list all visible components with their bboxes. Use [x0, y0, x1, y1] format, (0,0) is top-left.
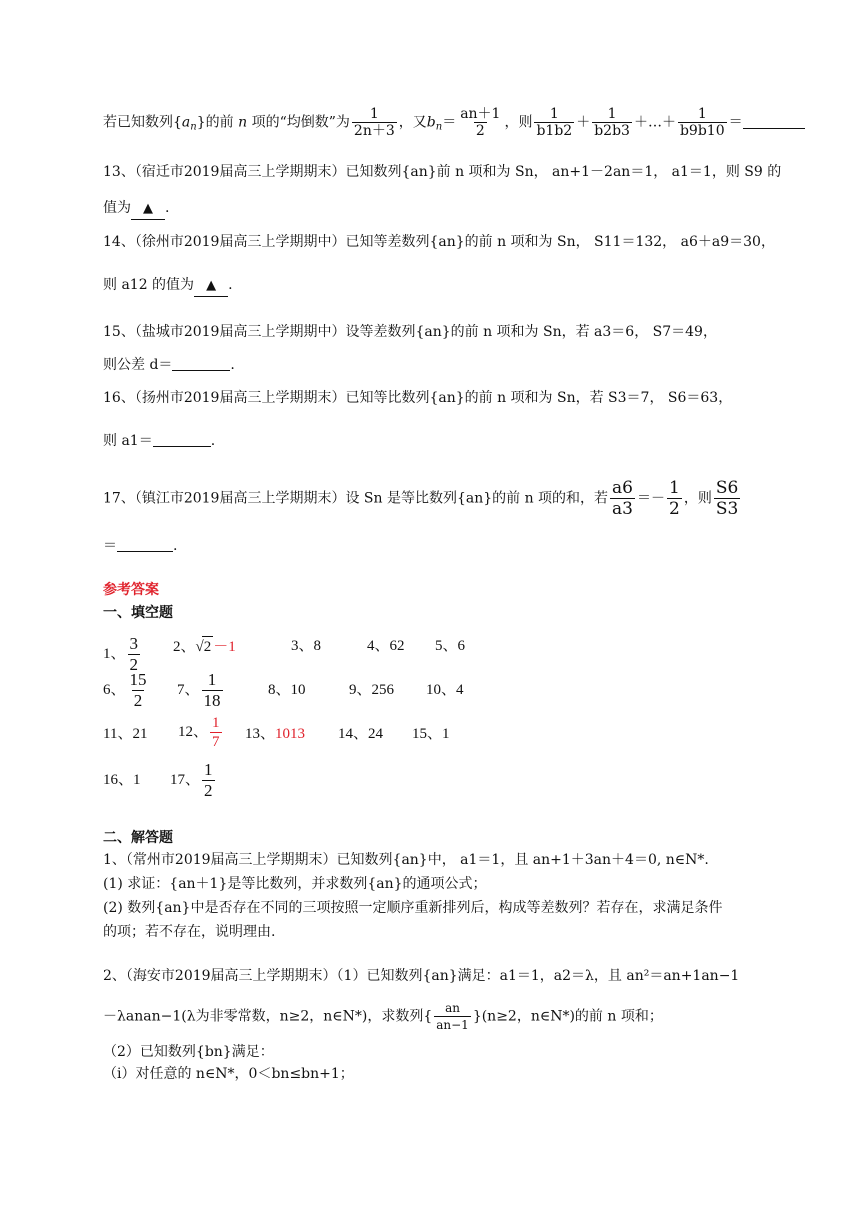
answer-14: 14、24	[338, 726, 384, 742]
fraction-a6-over-a3: $\frac{a6}{a3}$	[612, 478, 633, 519]
triangle-blank: ▲	[131, 199, 165, 220]
answer-2: 2、√2 －1	[173, 636, 236, 657]
q14-line1: 14、（徐州市2019届高三上学期期中）已知等差数列{an}的前 n 项和为 Sn， S11＝132， a6＋a9＝30，	[103, 234, 775, 250]
q17-line2: ＝ .	[103, 538, 178, 554]
problem1-line2: (1) 求证：{an＋1}是等比数列，并求数列{an}的通项公式；	[103, 876, 487, 892]
answer-blank	[172, 356, 230, 371]
fraction-s6-over-s3: $\frac{S6}{S3}$	[715, 478, 739, 519]
answer-8: 8、10	[268, 682, 306, 698]
section2-title: 二、解答题	[103, 830, 173, 846]
fraction-an-over-an1: $\frac{an}{an-1}$	[436, 1001, 469, 1032]
fraction-b1b2: $\frac{1}{b1b2}$	[536, 106, 573, 139]
answer-6: 6、 $\frac{15}{2}$	[103, 670, 147, 710]
answer-13: 13、1013	[245, 726, 306, 742]
answer-11: 11、21	[103, 726, 148, 742]
q16-line1: 16、（扬州市2019届高三上学期期末）已知等比数列{an}的前 n 项和为 Sn，若 S3＝7， S6＝63，	[103, 390, 733, 406]
answer-15: 15、1	[412, 726, 450, 742]
q12-line: 若已知数列$\{a_n\}$的前 n 项的“均倒数”为 $\frac{1}{2n+3}$ ，又$b_n=$ $\frac{an+1}{2}$ ，则 $\frac{1}{b1b2}$ ＋ $\frac{1}{b2b3}$ ＋…＋ $\frac{1}{b9b10}$ ＝	[103, 106, 805, 139]
answer-blank	[117, 537, 173, 552]
fraction-an1-over-2: $\frac{an+1}{2}$	[460, 106, 501, 139]
problem1-line1: 1、（常州市2019届高三上学期期末）已知数列{an}中， a1＝1，且 an+1＋3an＋4＝0, n∈N*.	[103, 852, 709, 868]
problem1-line3: (2) 数列{an}中是否存在不同的三项按照一定顺序重新排列后，构成等差数列？若存在，求满足条件	[103, 900, 723, 916]
answer-9: 9、256	[349, 682, 395, 698]
q15-line1: 15、（盐城市2019届高三上学期期中）设等差数列{an}的前 n 项和为 Sn，若 a3＝6， S7＝49，	[103, 324, 717, 340]
answer-17: 17、 $\frac{1}{2}$	[170, 760, 213, 800]
problem1-line4: 的项；若不存在，说明理由.	[103, 924, 276, 940]
q17-line1: 17、（镇江市2019届高三上学期期末）设 Sn 是等比数列{an}的前 n 项的和，若 $\frac{a6}{a3}$ ＝－ $\frac{1}{2}$ ，则 $\frac{S6}{S3}$	[103, 478, 739, 519]
q16-line2: 则 a1＝ .	[103, 433, 216, 449]
q13-line2: 值为 ▲ .	[103, 198, 169, 220]
problem2-line2: －λanan−1(λ为非零常数，n≥2，n∈N*)，求数列{ $\frac{an}{an-1}$ }(n≥2，n∈N*)的前 n 项和；	[103, 1001, 663, 1032]
fraction-b2b3: $\frac{1}{b2b3}$	[594, 106, 630, 139]
answer-blank	[153, 432, 211, 447]
answers-title: 参考答案	[103, 582, 159, 598]
answer-7: 7、 $\frac{1}{18}$	[177, 670, 221, 710]
answer-16: 16、1	[103, 772, 141, 788]
problem2-line4: （i）对任意的 n∈N*，0＜bn≤bn+1；	[103, 1066, 354, 1082]
answer-blank	[743, 114, 805, 129]
q13-line1: 13、（宿迁市2019届高三上学期期末）已知数列{an}前 n 项和为 Sn， an+1－2an＝1， a1＝1，则 S9 的	[103, 164, 782, 180]
fraction-1-over-2n3: $\frac{1}{2n+3}$	[353, 106, 395, 139]
fraction-1-over-2: $\frac{1}{2}$	[669, 478, 680, 519]
answer-1: 1、 $\frac{3}{2}$	[103, 634, 139, 674]
answer-12: 12、 $\frac{1}{7}$	[178, 715, 220, 750]
answer-5: 5、6	[435, 638, 466, 654]
answer-10: 10、4	[426, 682, 464, 698]
problem2-line1: 2、（海安市2019届高三上学期期末）（1）已知数列{an}满足：a1＝1，a2＝λ，且 an²＝an+1an−1	[103, 968, 740, 984]
q15-line2: 则公差 d＝ .	[103, 357, 235, 373]
triangle-blank: ▲	[194, 276, 228, 297]
fraction-b9b10: $\frac{1}{b9b10}$	[679, 106, 725, 139]
q14-line2: 则 a12 的值为 ▲ .	[103, 275, 233, 297]
answer-4: 4、62	[367, 638, 405, 654]
section1-title: 一、填空题	[103, 605, 173, 621]
answer-3: 3、8	[291, 638, 322, 654]
problem2-line3: （2）已知数列{bn}满足：	[103, 1044, 274, 1060]
